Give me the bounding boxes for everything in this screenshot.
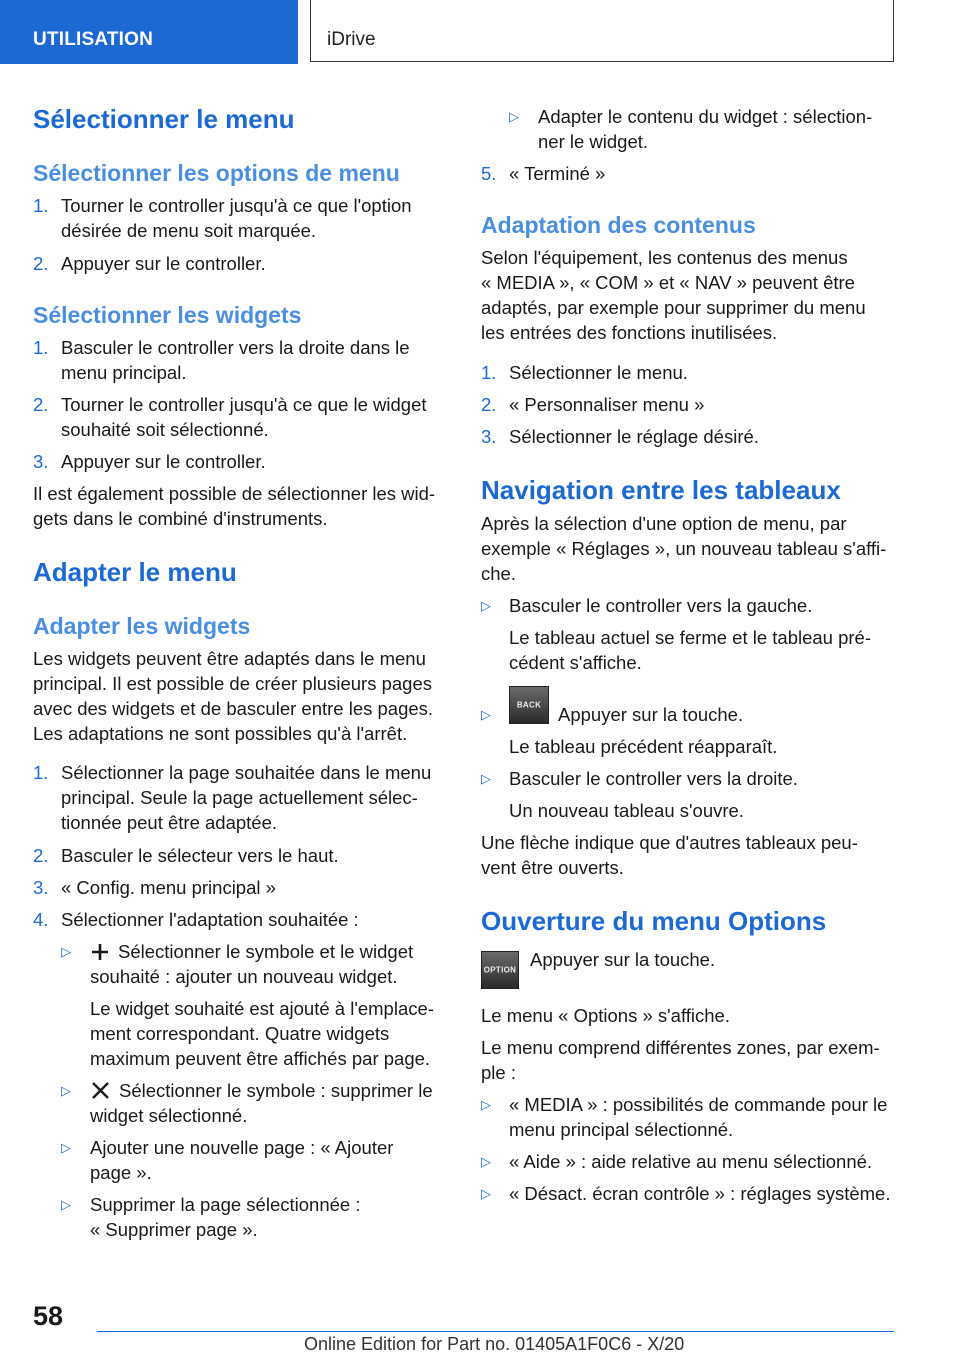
step-number: 3. [481, 426, 497, 447]
list-item [33, 843, 447, 869]
list-item [481, 161, 901, 187]
paragraph: Les widgets peuvent être adaptés dans le menu [33, 648, 426, 669]
sub-list-item [481, 1149, 901, 1175]
paragraph: gets dans le combiné d'instruments. [33, 508, 328, 529]
step-number: 4. [33, 909, 49, 930]
list-item [33, 760, 447, 837]
step-text: Appuyer sur la touche. [558, 704, 744, 725]
chapter-header [310, 0, 894, 62]
step-text: « MEDIA » : possibilités de commande pour le [509, 1094, 888, 1115]
step-text: Basculer le controller vers la gauche. [509, 595, 813, 616]
paragraph: adaptés, par exemple pour supprimer du menu [481, 297, 866, 318]
step-number: 1. [33, 337, 49, 358]
paragraph: ment correspondant. Quatre widgets [90, 1023, 390, 1044]
step-text: « Aide » : aide relative au menu sélectionné. [509, 1151, 873, 1172]
step-text: souhaité soit sélectionné. [61, 419, 269, 440]
page-number: 58 [33, 1301, 64, 1331]
list-item [33, 875, 447, 901]
heading-adapt-widgets: Adapter les widgets [33, 613, 251, 639]
paragraph: Le menu « Options » s'affiche. [481, 1005, 730, 1026]
paragraph: « MEDIA », « COM » et « NAV » peuvent être [481, 272, 855, 293]
paragraph: Le tableau précédent réapparaît. [509, 736, 778, 757]
step-text: menu principal sélectionné. [509, 1119, 734, 1140]
step-number: 2. [33, 253, 49, 274]
heading-navigation: Navigation entre les tableaux [481, 475, 841, 505]
close-icon [92, 1082, 109, 1099]
step-text: Ajouter une nouvelle page : « Ajouter [90, 1137, 394, 1158]
step-text: Appuyer sur le controller. [61, 253, 266, 274]
step-text: désirée de menu soit marquée. [61, 220, 317, 241]
paragraph: ple : [481, 1062, 516, 1083]
step-number: 2. [33, 845, 49, 866]
step-text: « Supprimer page ». [90, 1219, 258, 1240]
paragraph: Selon l'équipement, les contenus des menus [481, 247, 848, 268]
step-text: principal. Seule la page actuellement sélec- [61, 787, 418, 808]
bullet-triangle-icon: ▷ [481, 1154, 491, 1169]
sub-list-item [61, 1135, 451, 1186]
list-item [481, 424, 901, 450]
step-number: 1. [481, 362, 497, 383]
step-text: Sélectionner le menu. [509, 362, 688, 383]
bullet-triangle-icon: ▷ [481, 771, 491, 786]
step-text: « Terminé » [509, 163, 606, 184]
step-text: widget sélectionné. [90, 1105, 248, 1126]
list-item [481, 392, 901, 418]
step-text: « Config. menu principal » [61, 877, 276, 898]
step-text: Basculer le controller vers la droite dans le [61, 337, 410, 358]
step-text: page ». [90, 1162, 152, 1183]
step-text: Adapter le contenu du widget : sélection- [538, 106, 873, 127]
step-text: Tourner le controller jusqu'à ce que le widget [61, 394, 427, 415]
step-text: menu principal. [61, 362, 187, 383]
heading-options-menu: Ouverture du menu Options [481, 906, 827, 936]
sub-list-item [61, 939, 451, 990]
bullet-triangle-icon: ▷ [481, 1186, 491, 1201]
step-number: 5. [481, 163, 497, 184]
sub-list-item [61, 1078, 451, 1129]
paragraph: Appuyer sur la touche. [530, 949, 716, 970]
bullet-triangle-icon: ▷ [61, 1083, 71, 1098]
sub-list-item [481, 1181, 901, 1207]
step-text: « Personnaliser menu » [509, 394, 705, 415]
sub-list-item [481, 593, 901, 619]
sub-list-item [481, 766, 901, 792]
list-item [33, 193, 447, 244]
sub-list-item [509, 104, 901, 155]
bullet-triangle-icon: ▷ [509, 109, 519, 124]
step-number: 1. [33, 195, 49, 216]
list-item [33, 907, 447, 933]
chapter-title: iDrive [327, 29, 376, 50]
paragraph: les entrées des fonctions inutilisées. [481, 322, 778, 343]
step-text: Supprimer la page sélectionnée : [90, 1194, 361, 1215]
paragraph: che. [481, 563, 516, 584]
heading-adapt-contents: Adaptation des contenus [481, 212, 756, 238]
paragraph: vent être ouverts. [481, 857, 624, 878]
step-text: Sélectionner l'adaptation souhaitée : [61, 909, 359, 930]
step-number: 3. [33, 877, 49, 898]
step-text: Sélectionner le réglage désiré. [509, 426, 759, 447]
step-text: Basculer le controller vers la droite. [509, 768, 798, 789]
paragraph: maximum peuvent être affichés par page. [90, 1048, 431, 1069]
step-text: Sélectionner la page souhaitée dans le menu [61, 762, 432, 783]
paragraph: exemple « Réglages », un nouveau tableau s'affi- [481, 538, 887, 559]
step-number: 1. [33, 762, 49, 783]
bullet-triangle-icon: ▷ [481, 598, 491, 613]
back-button-icon [509, 686, 549, 724]
paragraph: Il est également possible de sélectionner les wid- [33, 483, 436, 504]
step-text: tionnée peut être adaptée. [61, 812, 278, 833]
heading-select-widgets: Sélectionner les widgets [33, 302, 302, 328]
step-text: Basculer le sélecteur vers le haut. [61, 845, 339, 866]
paragraph: Les adaptations ne sont possibles qu'à l'arrêt. [33, 723, 408, 744]
list-item [33, 392, 447, 443]
bullet-triangle-icon: ▷ [481, 707, 491, 722]
paragraph: Le widget souhaité est ajouté à l'emplace- [90, 998, 434, 1019]
bullet-triangle-icon: ▷ [61, 944, 71, 959]
step-number: 2. [33, 394, 49, 415]
section-tab [0, 0, 298, 64]
sub-list-item [61, 1192, 451, 1243]
step-number: 3. [33, 451, 49, 472]
option-button-label: OPTION [483, 965, 517, 975]
paragraph: Le tableau actuel se ferme et le tableau pré- [509, 627, 872, 648]
sub-list-item [481, 686, 901, 726]
paragraph: Le menu comprend différentes zones, par exem- [481, 1037, 880, 1058]
bullet-triangle-icon: ▷ [61, 1197, 71, 1212]
bullet-triangle-icon: ▷ [61, 1140, 71, 1155]
paragraph: principal. Il est possible de créer plusieurs pages [33, 673, 432, 694]
paragraph: avec des widgets et de basculer entre les pages. [33, 698, 434, 719]
heading-select-options: Sélectionner les options de menu [33, 160, 400, 186]
paragraph: Un nouveau tableau s'ouvre. [509, 800, 744, 821]
paragraph: cédent s'affiche. [509, 652, 642, 673]
step-text: souhaité : ajouter un nouveau widget. [90, 966, 398, 987]
plus-icon [91, 943, 109, 961]
step-text: « Désact. écran contrôle » : réglages système. [509, 1183, 891, 1204]
step-number: 2. [481, 394, 497, 415]
list-item [33, 251, 447, 277]
step-text: Tourner le controller jusqu'à ce que l'option [61, 195, 412, 216]
paragraph: Après la sélection d'une option de menu, par [481, 513, 847, 534]
footer-edition: Online Edition for Part no. 01405A1F0C6 - X/20 [304, 1334, 685, 1354]
list-item [481, 360, 901, 386]
heading-select-menu: Sélectionner le menu [33, 104, 295, 134]
list-item [33, 335, 447, 386]
bullet-triangle-icon: ▷ [481, 1097, 491, 1112]
section-title: UTILISATION [33, 29, 154, 50]
list-item [33, 449, 447, 475]
option-button-icon [481, 951, 519, 989]
step-text: Sélectionner le symbole et le widget [118, 941, 414, 962]
heading-adapt-menu: Adapter le menu [33, 557, 237, 587]
paragraph: Une flèche indique que d'autres tableaux peu- [481, 832, 858, 853]
sub-list-item [481, 1092, 901, 1143]
footer-divider [97, 1331, 894, 1332]
step-text: Sélectionner le symbole : supprimer le [119, 1080, 433, 1101]
step-text: ner le widget. [538, 131, 649, 152]
back-button-label: BACK [516, 700, 542, 710]
step-text: Appuyer sur le controller. [61, 451, 266, 472]
